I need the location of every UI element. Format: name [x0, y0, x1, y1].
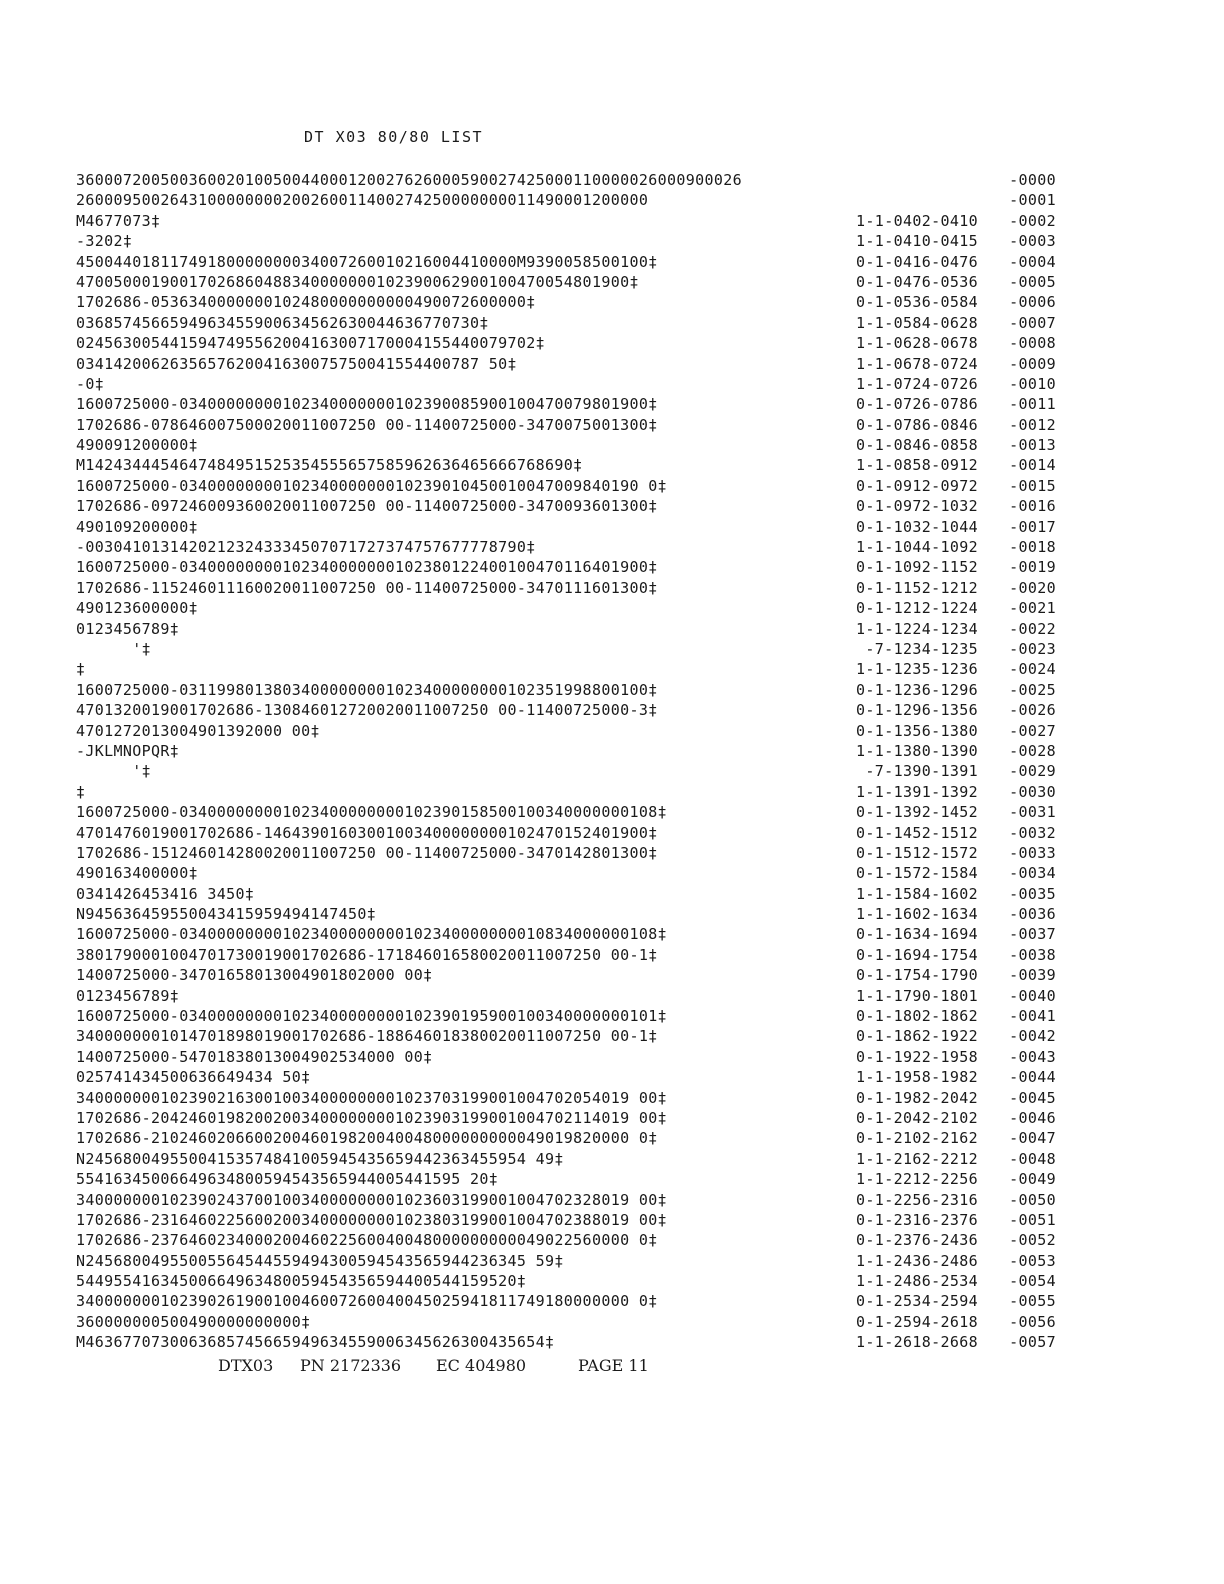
listing-row	[76, 1149, 1056, 1169]
row-sequence: -0035	[1009, 884, 1056, 903]
row-data: 3400000001014701898019001702686-188646018380020011007250 00-1‡	[76, 1027, 658, 1046]
row-sequence: -0018	[1009, 538, 1056, 557]
row-address: 0-1-1512-1572	[856, 843, 978, 862]
row-data: 490123600000‡	[76, 599, 198, 618]
listing-row	[76, 1128, 1056, 1148]
row-sequence: -0037	[1009, 925, 1056, 944]
listing-row	[76, 904, 1056, 924]
listing-row	[76, 761, 1056, 781]
row-sequence: -0012	[1009, 415, 1056, 434]
row-sequence: -0011	[1009, 395, 1056, 414]
listing-row	[76, 700, 1056, 720]
row-sequence: -0026	[1009, 701, 1056, 720]
row-sequence: -0036	[1009, 905, 1056, 924]
row-sequence: -0005	[1009, 272, 1056, 291]
row-sequence: -0052	[1009, 1231, 1056, 1250]
row-address: 1-1-1584-1602	[856, 884, 978, 903]
row-address: 0-1-0476-0536	[856, 272, 978, 291]
listing-row	[76, 415, 1056, 435]
row-data: M1424344454647484951525354555657585962636465666768690‡	[76, 456, 583, 475]
row-sequence: -0003	[1009, 232, 1056, 251]
row-address: 0-1-2316-2376	[856, 1210, 978, 1229]
row-data: 47005000190017026860488340000000102390062900100470054801900‡	[76, 272, 639, 291]
row-sequence: -0053	[1009, 1251, 1056, 1270]
row-data: 45004401811749180000000034007260010216004410000M9390058500100‡	[76, 252, 658, 271]
listing-row	[76, 1108, 1056, 1128]
row-address: 1-1-1602-1634	[856, 905, 978, 924]
row-address: 0-1-2534-2594	[856, 1292, 978, 1311]
row-sequence: -0055	[1009, 1292, 1056, 1311]
row-sequence: -0027	[1009, 721, 1056, 740]
row-sequence: -0010	[1009, 374, 1056, 393]
row-address: 0-1-1236-1296	[856, 680, 978, 699]
row-sequence: -0033	[1009, 843, 1056, 862]
row-address: 0-1-1634-1694	[856, 925, 978, 944]
listing-row	[76, 680, 1056, 700]
row-address: 0-1-0536-0584	[856, 293, 978, 312]
row-sequence: -0025	[1009, 680, 1056, 699]
row-address: 0-1-2042-2102	[856, 1108, 978, 1127]
row-data: -JKLMNOPQR‡	[76, 741, 180, 760]
listing-row	[76, 1230, 1056, 1250]
row-sequence: -0044	[1009, 1068, 1056, 1087]
row-address: 0-1-0416-0476	[856, 252, 978, 271]
row-data: -00304101314202123243334507071727374757677778790‡	[76, 538, 536, 557]
row-data: 0368574566594963455900634562630044636770730‡	[76, 313, 489, 332]
row-address: 1-1-1224-1234	[856, 619, 978, 638]
row-data: 2600095002643100000000200260011400274250000000011490001200000	[76, 191, 649, 210]
row-address: 0-1-1092-1152	[856, 558, 978, 577]
row-data: 490163400000‡	[76, 864, 198, 883]
row-address: 1-1-0858-0912	[856, 456, 978, 475]
row-sequence: -0032	[1009, 823, 1056, 842]
row-address: 1-1-1391-1392	[856, 782, 978, 801]
listing-row	[76, 557, 1056, 577]
row-address: 0-1-1296-1356	[856, 701, 978, 720]
listing-row	[76, 435, 1056, 455]
listing-row	[76, 455, 1056, 475]
listing-row	[76, 802, 1056, 822]
footer-page: PAGE 11	[578, 1356, 649, 1375]
row-address: 0-1-1982-2042	[856, 1088, 978, 1107]
row-address: 0-1-1862-1922	[856, 1027, 978, 1046]
row-address: 0-1-1032-1044	[856, 517, 978, 536]
listing-row	[76, 659, 1056, 679]
page-footer	[218, 1356, 649, 1375]
row-address: 0-1-0726-0786	[856, 395, 978, 414]
listing-row	[76, 517, 1056, 537]
listing-row	[76, 1026, 1056, 1046]
listing-row	[76, 843, 1056, 863]
row-data: 34000000010239024370010034000000001023603199001004702328019 00‡	[76, 1190, 667, 1209]
row-sequence: -0015	[1009, 476, 1056, 495]
row-data: N24568004955005564544559494300594543565944236345 59‡	[76, 1251, 564, 1270]
listing-row	[76, 190, 1056, 210]
listing-row	[76, 292, 1056, 312]
row-data: 025741434500636649434 50‡	[76, 1068, 311, 1087]
row-data: 34000000010239021630010034000000001023703199001004702054019 00‡	[76, 1088, 667, 1107]
row-address: 1-1-0584-0628	[856, 313, 978, 332]
row-address: 1-1-1380-1390	[856, 741, 978, 760]
listing-row	[76, 333, 1056, 353]
row-data: 1600725000-034000000001023400000000102390195900100340000000101‡	[76, 1007, 667, 1026]
row-address: 1-1-2436-2486	[856, 1251, 978, 1270]
row-sequence: -0020	[1009, 578, 1056, 597]
listing-row	[76, 1291, 1056, 1311]
listing-row	[76, 1067, 1056, 1087]
listing-row	[76, 884, 1056, 904]
row-data: 490091200000‡	[76, 436, 198, 455]
listing-row	[76, 476, 1056, 496]
listing-row	[76, 598, 1056, 618]
footer-part-number: PN 2172336	[300, 1356, 402, 1375]
row-address: 1-1-1790-1801	[856, 986, 978, 1005]
row-data: 55416345006649634800594543565944005441595 20‡	[76, 1170, 499, 1189]
listing-row	[76, 170, 1056, 190]
row-sequence: -0051	[1009, 1210, 1056, 1229]
row-sequence: -0047	[1009, 1129, 1056, 1148]
row-address: 1-1-2212-2256	[856, 1170, 978, 1189]
row-address: 1-1-2486-2534	[856, 1272, 978, 1291]
row-address: 0-1-1572-1584	[856, 864, 978, 883]
row-address: 0-1-1754-1790	[856, 966, 978, 985]
row-data: 4701320019001702686-130846012720020011007250 00-11400725000-3‡	[76, 701, 658, 720]
row-sequence: -0017	[1009, 517, 1056, 536]
row-sequence: -0024	[1009, 660, 1056, 679]
listing-row	[76, 496, 1056, 516]
row-address: 0-1-2594-2618	[856, 1312, 978, 1331]
row-address: 0-1-0912-0972	[856, 476, 978, 495]
row-data: 0123456789‡	[76, 619, 180, 638]
row-data: 1400725000-34701658013004901802000 00‡	[76, 966, 433, 985]
row-sequence: -0008	[1009, 334, 1056, 353]
row-address: 0-1-2376-2436	[856, 1231, 978, 1250]
row-data: 1400725000-54701838013004902534000 00‡	[76, 1047, 433, 1066]
row-data: 360000000500490000000000‡	[76, 1312, 311, 1331]
row-data: ‡	[76, 782, 86, 801]
row-address: 0-1-1152-1212	[856, 578, 978, 597]
row-sequence: -0002	[1009, 211, 1056, 230]
listing-row	[76, 354, 1056, 374]
row-data: 1600725000-03400000000102340000000102390085900100470079801900‡	[76, 395, 658, 414]
row-data: 1702686-115246011160020011007250 00-11400725000-3470111601300‡	[76, 578, 658, 597]
row-data: 54495541634500664963480059454356594400544159520‡	[76, 1272, 527, 1291]
row-address: 0-1-0846-0858	[856, 436, 978, 455]
row-data: M4636770730063685745665949634559006345626300435654‡	[76, 1333, 555, 1352]
row-data: 36000720050036002010050044000120027626000590027425000110000026000900026	[76, 171, 743, 189]
row-address: 1-1-1235-1236	[856, 660, 978, 679]
row-data: 3801790001004701730019001702686-171846016580020011007250 00-1‡	[76, 945, 658, 964]
row-sequence: -0041	[1009, 1007, 1056, 1026]
row-data: 1600725000-034000000001023400000000102390158500100340000000108‡	[76, 803, 667, 822]
listing-row	[76, 1169, 1056, 1189]
row-address: 0-1-0972-1032	[856, 497, 978, 516]
row-sequence: -0007	[1009, 313, 1056, 332]
listing-row	[76, 313, 1056, 333]
row-data: 1702686-0536340000000102480000000000490072600000‡	[76, 293, 536, 312]
row-sequence: -0019	[1009, 558, 1056, 577]
row-sequence: -0038	[1009, 945, 1056, 964]
row-address: -7-1234-1235	[865, 639, 978, 658]
row-sequence: -0039	[1009, 966, 1056, 985]
listing-row	[76, 537, 1056, 557]
listing-row	[76, 252, 1056, 272]
listing	[76, 170, 1056, 1353]
listing-row	[76, 394, 1056, 414]
listing-row	[76, 211, 1056, 231]
row-sequence: -0022	[1009, 619, 1056, 638]
row-address: 1-1-0724-0726	[856, 374, 978, 393]
row-address: 0-1-1452-1512	[856, 823, 978, 842]
row-data: N945636459550043415959494147450‡	[76, 905, 377, 924]
row-data: 1702686-237646023400020046022560040048000000000049022560000 0‡	[76, 1231, 658, 1250]
row-address: 0-1-1212-1224	[856, 599, 978, 618]
row-data: 1702686-151246014280020011007250 00-11400725000-3470142801300‡	[76, 843, 658, 862]
footer-ec: EC 404980	[436, 1356, 527, 1375]
row-data: -0‡	[76, 374, 105, 393]
row-sequence: -0021	[1009, 599, 1056, 618]
listing-row	[76, 721, 1056, 741]
row-data: -3202‡	[76, 232, 133, 251]
row-data: 34000000010239026190010046007260040045025941811749180000000 0‡	[76, 1292, 658, 1311]
row-sequence: -0045	[1009, 1088, 1056, 1107]
row-sequence: -0001	[1009, 191, 1056, 210]
listing-row	[76, 1271, 1056, 1291]
row-sequence: -0030	[1009, 782, 1056, 801]
row-address: 0-1-2102-2162	[856, 1129, 978, 1148]
row-data: '‡	[76, 762, 152, 781]
row-sequence: -0040	[1009, 986, 1056, 1005]
listing-row	[76, 1210, 1056, 1230]
listing-row	[76, 639, 1056, 659]
row-sequence: -0006	[1009, 293, 1056, 312]
row-sequence: -0028	[1009, 741, 1056, 760]
row-address: 1-1-2162-2212	[856, 1149, 978, 1168]
row-data: 0341420062635657620041630075750041554400787 50‡	[76, 354, 517, 373]
row-address: 1-1-0410-0415	[856, 232, 978, 251]
row-data: 1600725000-034000000001023400000000102340000000010834000000108‡	[76, 925, 667, 944]
listing-row	[76, 1251, 1056, 1271]
listing-row	[76, 782, 1056, 802]
listing-row	[76, 863, 1056, 883]
row-address: -7-1390-1391	[865, 762, 978, 781]
listing-row	[76, 823, 1056, 843]
row-sequence: -0046	[1009, 1108, 1056, 1127]
row-address: 0-1-2256-2316	[856, 1190, 978, 1209]
row-sequence: -0057	[1009, 1333, 1056, 1352]
row-address: 1-1-0678-0724	[856, 354, 978, 373]
row-data: 1702686-231646022560020034000000001023803199001004702388019 00‡	[76, 1210, 667, 1229]
row-sequence: -0004	[1009, 252, 1056, 271]
page-heading: DT X03 80/80 LIST	[304, 128, 484, 146]
row-sequence: -0016	[1009, 497, 1056, 516]
row-data: ‡	[76, 660, 86, 679]
row-sequence: -0050	[1009, 1190, 1056, 1209]
row-data: 1702686-078646007500020011007250 00-11400725000-3470075001300‡	[76, 415, 658, 434]
row-sequence: -0014	[1009, 456, 1056, 475]
row-sequence: -0056	[1009, 1312, 1056, 1331]
row-data: 1702686-204246019820020034000000001023903199001004702114019 00‡	[76, 1108, 667, 1127]
listing-row	[76, 1312, 1056, 1332]
row-data: 1702686-210246020660020046019820040048000000000049019820000 0‡	[76, 1129, 658, 1148]
listing-row	[76, 1006, 1056, 1026]
row-data: 0341426453416 3450‡	[76, 884, 255, 903]
row-data: N24568004955004153574841005945435659442363455954 49‡	[76, 1149, 564, 1168]
listing-row	[76, 924, 1056, 944]
row-address: 0-1-1694-1754	[856, 945, 978, 964]
row-data: M4677073‡	[76, 211, 161, 230]
row-sequence: -0000	[1009, 171, 1056, 189]
row-sequence: -0048	[1009, 1149, 1056, 1168]
row-data: '‡	[76, 639, 152, 658]
row-data: 4701272013004901392000 00‡	[76, 721, 320, 740]
listing-row	[76, 231, 1056, 251]
row-data: 490109200000‡	[76, 517, 198, 536]
row-data: 1702686-097246009360020011007250 00-11400725000-3470093601300‡	[76, 497, 658, 516]
row-sequence: -0042	[1009, 1027, 1056, 1046]
listing-row	[76, 1332, 1056, 1352]
row-sequence: -0043	[1009, 1047, 1056, 1066]
row-address: 1-1-1044-1092	[856, 538, 978, 557]
row-sequence: -0034	[1009, 864, 1056, 883]
footer-program: DTX03	[218, 1356, 274, 1375]
row-address: 0-1-0786-0846	[856, 415, 978, 434]
row-sequence: -0031	[1009, 803, 1056, 822]
row-address: 0-1-1392-1452	[856, 803, 978, 822]
row-data: 1600725000-03119980138034000000001023400000000102351998800100‡	[76, 680, 658, 699]
row-data: 4701476019001702686-14643901603001003400000000102470152401900‡	[76, 823, 658, 842]
row-address: 1-1-0402-0410	[856, 211, 978, 230]
row-address: 1-1-1958-1982	[856, 1068, 978, 1087]
listing-row	[76, 272, 1056, 292]
row-data: 0245630054415947495562004163007170004155440079702‡	[76, 334, 546, 353]
listing-row	[76, 578, 1056, 598]
row-sequence: -0009	[1009, 354, 1056, 373]
row-sequence: -0054	[1009, 1272, 1056, 1291]
row-sequence: -0023	[1009, 639, 1056, 658]
row-data: 0123456789‡	[76, 986, 180, 1005]
row-address: 1-1-2618-2668	[856, 1333, 978, 1352]
row-data: 1600725000-0340000000010234000000010239010450010047009840190 0‡	[76, 476, 667, 495]
listing-row	[76, 1047, 1056, 1067]
row-address: 0-1-1922-1958	[856, 1047, 978, 1066]
listing-row	[76, 619, 1056, 639]
listing-row	[76, 965, 1056, 985]
listing-row	[76, 1190, 1056, 1210]
row-sequence: -0049	[1009, 1170, 1056, 1189]
listing-row	[76, 986, 1056, 1006]
row-sequence: -0013	[1009, 436, 1056, 455]
listing-row	[76, 1088, 1056, 1108]
row-sequence: -0029	[1009, 762, 1056, 781]
row-address: 1-1-0628-0678	[856, 334, 978, 353]
row-address: 0-1-1802-1862	[856, 1007, 978, 1026]
listing-row	[76, 945, 1056, 965]
row-address: 0-1-1356-1380	[856, 721, 978, 740]
row-data: 1600725000-03400000000102340000000102380122400100470116401900‡	[76, 558, 658, 577]
listing-row	[76, 374, 1056, 394]
listing-row	[76, 741, 1056, 761]
